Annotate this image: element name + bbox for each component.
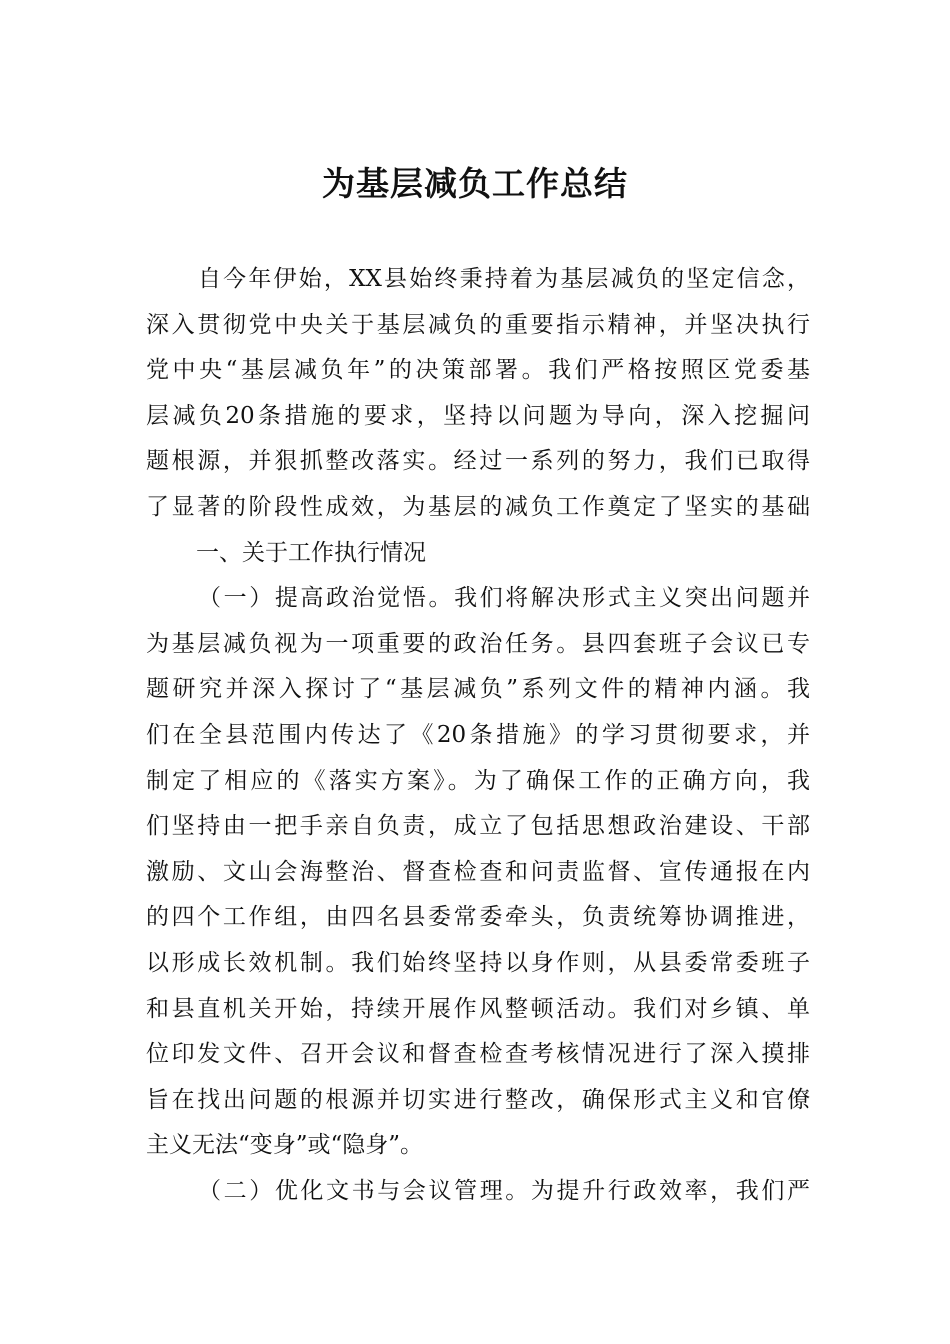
section-heading: 一、关于工作执行情况 [196, 539, 426, 566]
paragraph-line: 激励、文山会海整治、督查检查和问责监督、宣传通报在内 [146, 858, 810, 885]
paragraph-line: （二）优化文书与会议管理。为提升行政效率，我们严 [198, 1177, 810, 1204]
paragraph-line: 们在全县范围内传达了《20条措施》的学习贯彻要求，并 [146, 721, 810, 748]
paragraph-line: 主义无法“变身”或“隐身”。 [146, 1132, 424, 1159]
paragraph-line: 为基层减负视为一项重要的政治任务。县四套班子会议已专 [146, 630, 810, 657]
paragraph-line: （一）提高政治觉悟。我们将解决形式主义突出问题并 [198, 585, 810, 612]
paragraph-line: 题研究并深入探讨了“基层减负”系列文件的精神内涵。我 [146, 676, 810, 703]
paragraph-line: 深入贯彻党中央关于基层减负的重要指示精神，并坚决执行 [146, 311, 810, 338]
paragraph-line: 制定了相应的《落实方案》。为了确保工作的正确方向，我 [146, 767, 810, 794]
paragraph-line: 了显著的阶段性成效，为基层的减负工作奠定了坚实的基础 [146, 493, 810, 520]
paragraph-line: 层减负20条措施的要求，坚持以问题为导向，深入挖掘问 [146, 402, 810, 429]
paragraph-line: 题根源，并狠抓整改落实。经过一系列的努力，我们已取得 [146, 448, 810, 475]
document-body [146, 257, 810, 1214]
paragraph-line: 们坚持由一把手亲自负责，成立了包括思想政治建设、干部 [146, 813, 810, 840]
document-title: 为基层减负工作总结 [322, 164, 628, 203]
paragraph-line: 的四个工作组，由四名县委常委牵头，负责统筹协调推进， [146, 904, 810, 931]
paragraph-line: 位印发文件、召开会议和督查检查考核情况进行了深入摸排 [146, 1041, 810, 1068]
paragraph-line: 旨在找出问题的根源并切实进行整改，确保形式主义和官僚 [146, 1086, 810, 1113]
paragraph-line: 和县直机关开始，持续开展作风整顿活动。我们对乡镇、单 [146, 995, 810, 1022]
paragraph-line: 党中央“基层减负年”的决策部署。我们严格按照区党委基 [146, 357, 810, 384]
paragraph-line: 以形成长效机制。我们始终坚持以身作则，从县委常委班子 [146, 949, 810, 976]
paragraph-line: 自今年伊始，XX县始终秉持着为基层减负的坚定信念， [198, 266, 810, 292]
